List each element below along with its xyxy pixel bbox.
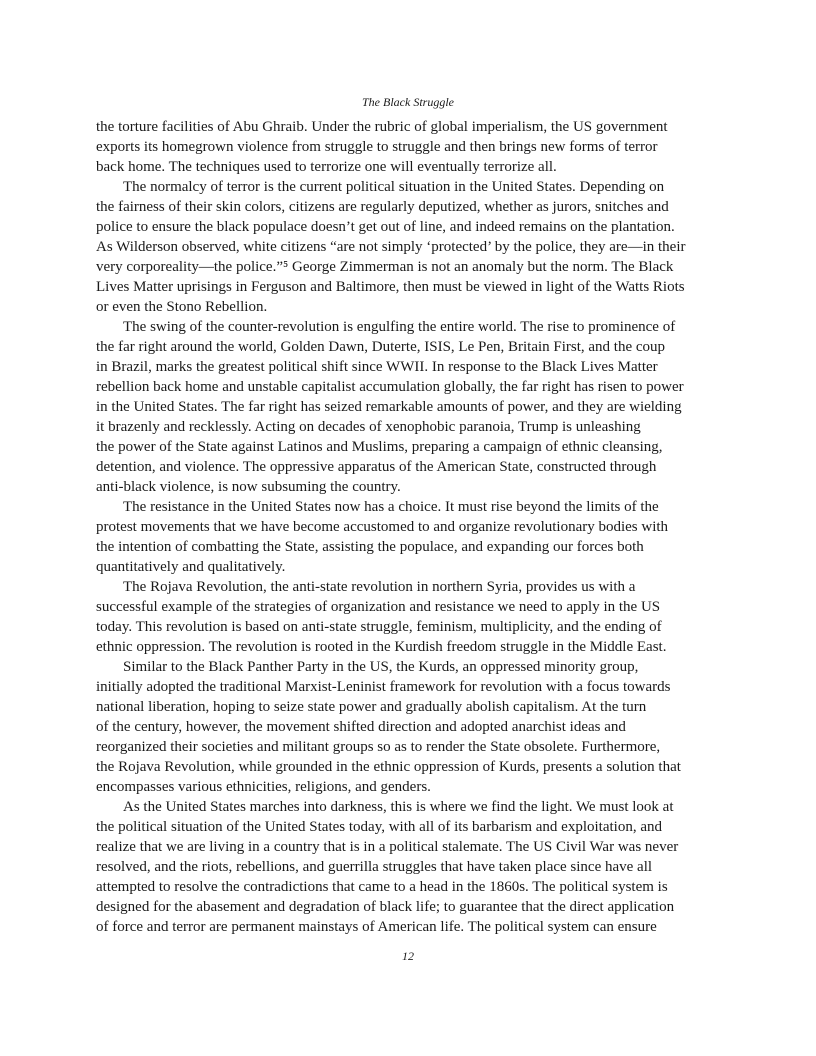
text-line: Lives Matter uprisings in Ferguson and Baltimore, then must be viewed in light of the Watts Riots xyxy=(96,279,685,295)
text-line: in Brazil, marks the greatest political shift since WWII. In response to the Black Lives Matter xyxy=(96,359,658,375)
text-line: detention, and violence. The oppressive apparatus of the American State, constructed through xyxy=(96,459,657,475)
text-line: national liberation, hoping to seize state power and gradually abolish capitalism. At the turn xyxy=(96,699,647,715)
text-line: rebellion back home and unstable capitalist accumulation globally, the far right has risen to power xyxy=(96,379,684,395)
paragraph-first-line: Similar to the Black Panther Party in the US, the Kurds, an oppressed minority group, xyxy=(123,659,639,675)
paragraph-first-line: As the United States marches into darkness, this is where we find the light. We must look at xyxy=(123,799,674,815)
text-line: attempted to resolve the contradictions that came to a head in the 1860s. The political system is xyxy=(96,879,668,895)
text-line: protest movements that we have become accustomed to and organize revolutionary bodies with xyxy=(96,519,669,535)
text-line: As Wilderson observed, white citizens “are not simply ‘protected’ by the police, they are—in their xyxy=(96,239,686,255)
text-line: initially adopted the traditional Marxist-Leninist framework for revolution with a focus towards xyxy=(96,679,671,695)
running-head: The Black Struggle xyxy=(362,95,454,109)
page-number: 12 xyxy=(402,949,414,963)
text-line: resolved, and the riots, rebellions, and guerrilla struggles that have taken place since have all xyxy=(96,859,653,875)
text-line: the fairness of their skin colors, citizens are regularly deputized, whether as jurors, snitches and xyxy=(96,199,669,215)
text-line: the torture facilities of Abu Ghraib. Under the rubric of global imperialism, the US government xyxy=(96,119,668,135)
text-line: designed for the abasement and degradation of black life; to guarantee that the direct application xyxy=(96,899,675,915)
text-line: of force and terror are permanent mainstays of American life. The political system can ensure xyxy=(96,919,657,935)
text-line: today. This revolution is based on anti-state struggle, feminism, multiplicity, and the ending of xyxy=(96,619,662,635)
text-line: encompasses various ethnicities, religions, and genders. xyxy=(96,779,431,795)
text-line: successful example of the strategies of organization and resistance we need to apply in the US xyxy=(96,599,661,615)
text-line: back home. The techniques used to terrorize one will eventually terrorize all. xyxy=(96,159,557,175)
text-line: in the United States. The far right has seized remarkable amounts of power, and they are wielding xyxy=(96,399,682,415)
text-line: ethnic oppression. The revolution is rooted in the Kurdish freedom struggle in the Middle East. xyxy=(96,639,667,655)
paragraph-first-line: The resistance in the United States now has a choice. It must rise beyond the limits of the xyxy=(123,499,659,515)
text-line: anti-black violence, is now subsuming the country. xyxy=(96,479,401,495)
text-line: it brazenly and recklessly. Acting on decades of xenophobic paranoia, Trump is unleashing xyxy=(96,419,641,435)
text-line: the political situation of the United States today, with all of its barbarism and exploitation, and xyxy=(96,819,662,835)
paragraph-first-line: The Rojava Revolution, the anti-state revolution in northern Syria, provides us with a xyxy=(123,579,636,595)
text-line: the far right around the world, Golden Dawn, Duterte, ISIS, Le Pen, Britain First, and the coup xyxy=(96,339,666,355)
text-line: very corporeality—the police.”⁵ George Zimmerman is not an anomaly but the norm. The Black xyxy=(96,259,674,275)
text-line: the intention of combatting the State, assisting the populace, and expanding our forces both xyxy=(96,539,644,555)
paragraph-first-line: The normalcy of terror is the current political situation in the United States. Depending on xyxy=(123,179,665,195)
text-line: quantitatively and qualitatively. xyxy=(96,559,286,575)
text-line: reorganized their societies and militant groups so as to render the State obsolete. Furthermore, xyxy=(96,739,661,755)
text-line: realize that we are living in a country that is in a political stalemate. The US Civil War was never xyxy=(96,839,679,855)
paragraph-first-line: The swing of the counter-revolution is engulfing the entire world. The rise to prominence of xyxy=(123,319,676,335)
text-line: exports its homegrown violence from struggle to struggle and then brings new forms of terror xyxy=(96,139,658,155)
text-line: police to ensure the black populace doesn’t get out of line, and indeed remains on the plantation. xyxy=(96,219,675,235)
text-line: of the century, however, the movement shifted direction and adopted anarchist ideas and xyxy=(96,719,626,735)
text-line: or even the Stono Rebellion. xyxy=(96,299,268,315)
text-line: the power of the State against Latinos and Muslims, preparing a campaign of ethnic cleansing, xyxy=(96,439,663,455)
body-text xyxy=(96,117,726,937)
text-line: the Rojava Revolution, while grounded in the ethnic oppression of Kurds, presents a solution that xyxy=(96,759,681,775)
